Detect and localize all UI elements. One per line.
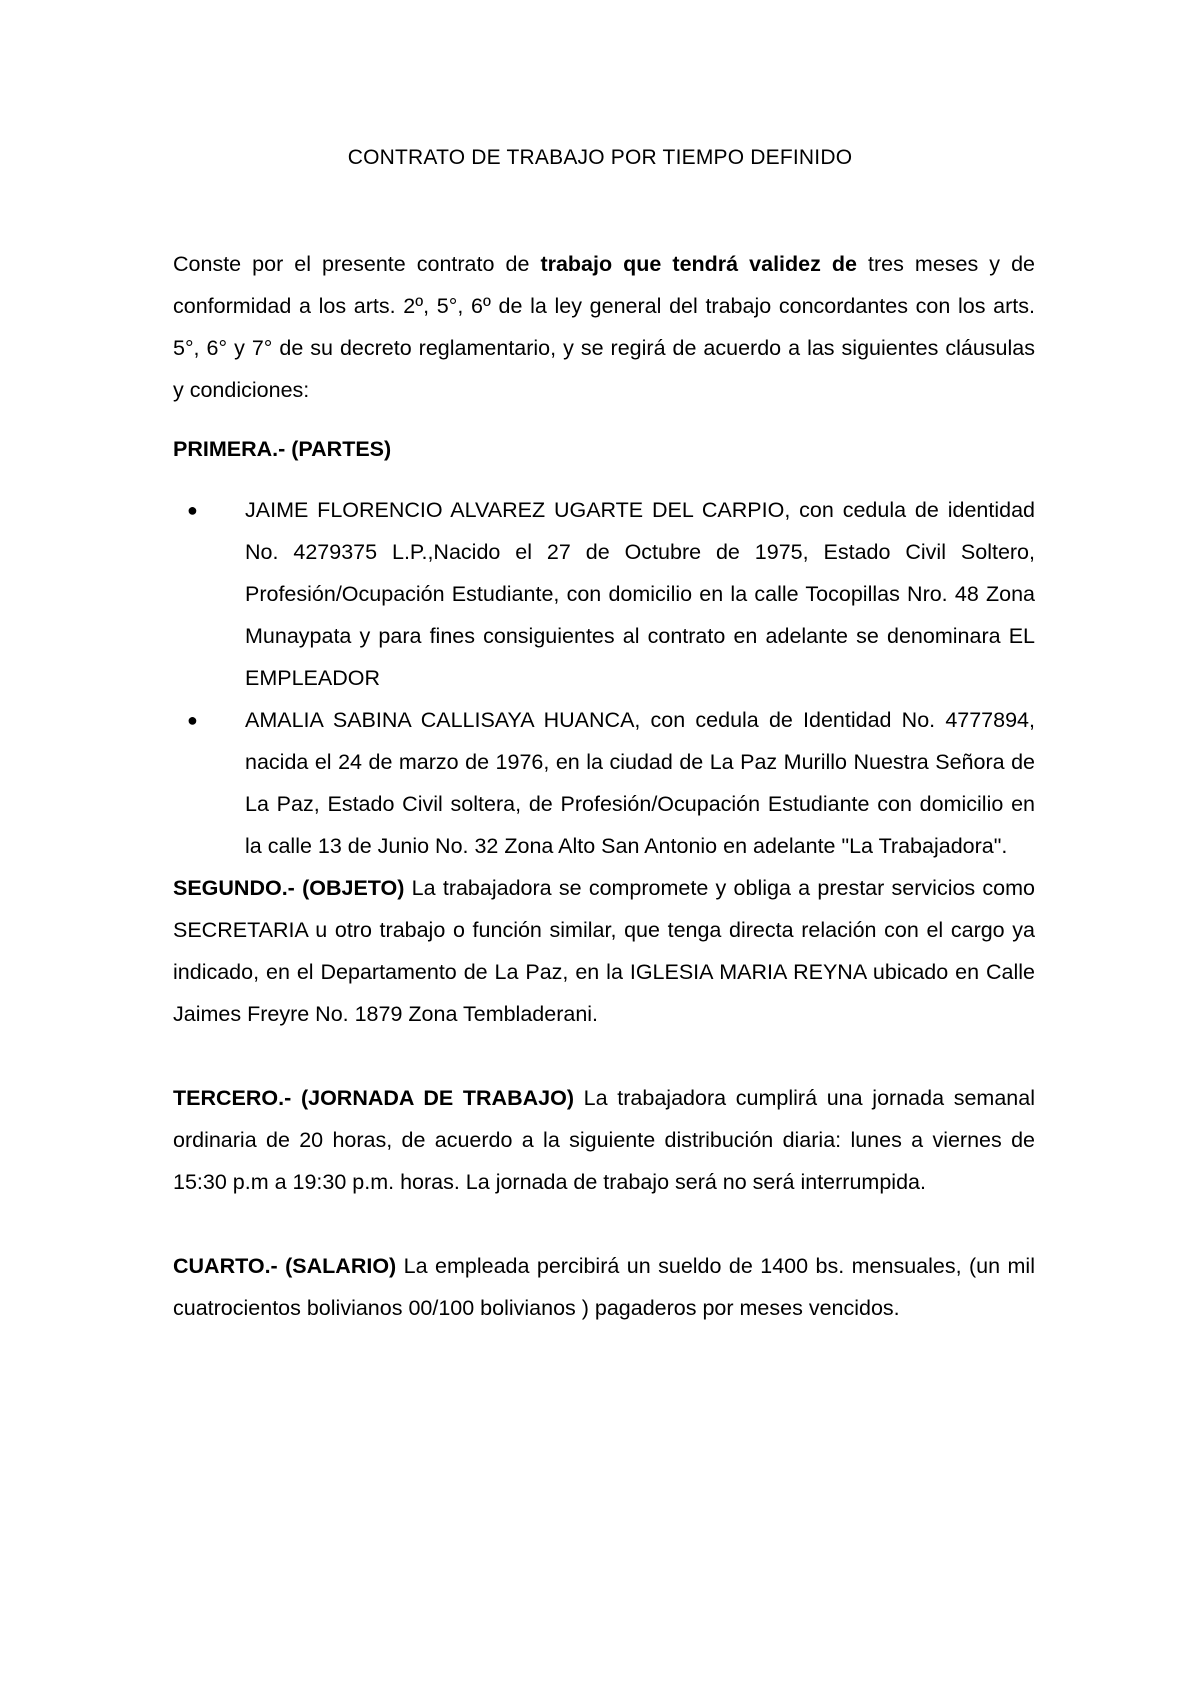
intro-paragraph [173, 243, 1035, 411]
paragraph-spacer [173, 1035, 1035, 1077]
cuarto-paragraph [173, 1245, 1035, 1329]
list-item [173, 489, 1035, 699]
tercero-paragraph [173, 1077, 1035, 1203]
document-title: CONTRATO DE TRABAJO POR TIEMPO DEFINIDO [347, 146, 853, 169]
primera-heading: PRIMERA.- (PARTES) [173, 437, 392, 461]
tercero-heading: TERCERO.- (JORNADA DE TRABAJO) [173, 1086, 574, 1110]
intro-text-1: Conste por el presente contrato de [173, 252, 541, 276]
bullet-icon: ● [187, 710, 198, 730]
cuarto-text: La empleada percibirá un sueldo de 1400 bs. mensuales, (un mil cuatrocientos bolivianos 00/100 bolivianos ) pagaderos por meses vencidos. [173, 1254, 1035, 1320]
list-item [173, 699, 1035, 867]
tercero-text: La trabajadora cumplirá una jornada semanal ordinaria de 20 horas, de acuerdo a la siguiente distribución diaria: lunes a viernes de 15:30 p.m a 19:30 p.m. horas. La jornada de trabajo será no será interrumpida. [173, 1086, 1035, 1194]
intro-text-2: tres meses y de conformidad a los arts. 2º, 5°, 6º de la ley general del trabajo concordantes con los arts. 5°, 6° y 7° de su decreto reglamentario, y se regirá de acuerdo a las siguientes cláusulas y condiciones: [173, 252, 1035, 402]
paragraph-spacer [173, 1203, 1035, 1245]
segundo-heading: SEGUNDO.- (OBJETO) [173, 876, 405, 900]
intro-bold-text: trabajo que tendrá validez de [540, 252, 857, 276]
document-body [173, 243, 1035, 1329]
cuarto-heading: CUARTO.- (SALARIO) [173, 1254, 397, 1278]
parties-list [173, 489, 1035, 867]
bullet-icon: ● [187, 500, 198, 520]
segundo-paragraph [173, 867, 1035, 1035]
party-employer-text: JAIME FLORENCIO ALVAREZ UGARTE DEL CARPIO, con cedula de identidad No. 4279375 L.P.,Nacido el 27 de Octubre de 1975, Estado Civil Soltero, Profesión/Ocupación Estudiante, con domicilio en la calle Tocopillas Nro. 48 Zona Munaypata y para fines consiguientes al contrato en adelante se denominara EL EMPLEADOR [245, 498, 1035, 690]
segundo-text: La trabajadora se compromete y obliga a prestar servicios como SECRETARIA u otro trabajo o función similar, que tenga directa relación con el cargo ya indicado, en el Departamento de La Paz, en la IGLESIA MARIA REYNA ubicado en Calle Jaimes Freyre No. 1879 Zona Tembladerani. [173, 876, 1035, 1026]
party-worker-text: AMALIA SABINA CALLISAYA HUANCA, con cedula de Identidad No. 4777894, nacida el 24 de marzo de 1976, en la ciudad de La Paz Murillo Nuestra Señora de La Paz, Estado Civil soltera, de Profesión/Ocupación Estudiante con domicilio en la calle 13 de Junio No. 32 Zona Alto San Antonio en adelante "La Trabajadora". [245, 708, 1035, 858]
